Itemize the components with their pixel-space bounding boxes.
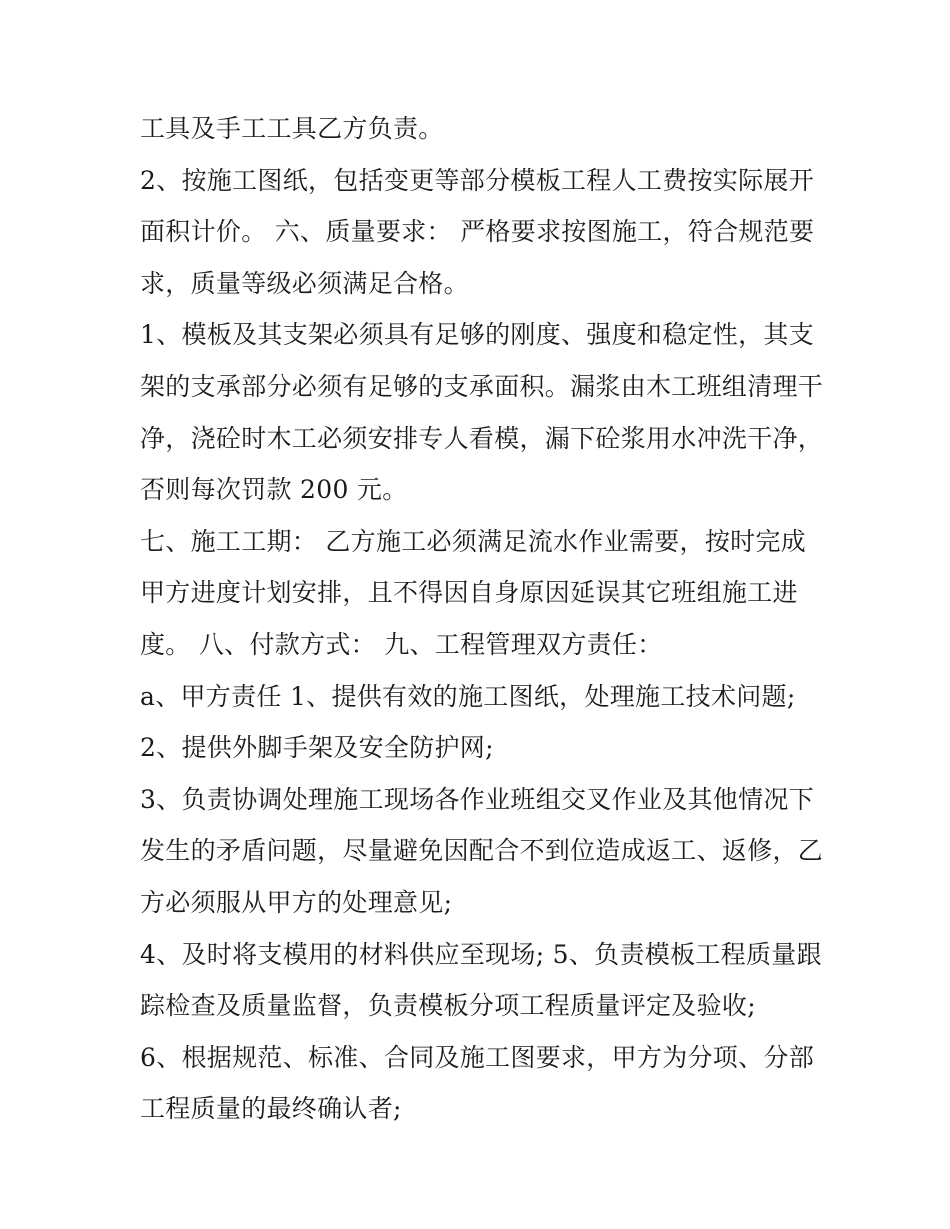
text-line: 工具及手工工具乙方负责。 xyxy=(140,114,444,143)
text-line: 1、模板及其支架必须具有足够的刚度、强度和稳定性，其支 xyxy=(140,320,815,350)
text-line: 求，质量等级必须满足合格。 xyxy=(140,268,469,298)
text-line: 发生的矛盾问题，尽量避免因配合不到位造成返工、返修，乙 xyxy=(140,836,824,866)
text-line: 踪检查及质量监督，负责模板分项工程质量评定及验收; xyxy=(140,991,756,1021)
text-line: a、甲方责任 1、提供有效的施工图纸，处理施工技术问题; xyxy=(140,681,796,711)
text-line: 七、施工工期： 乙方施工必须满足流水作业需要，按时完成 xyxy=(140,526,807,556)
text-line: 否则每次罚款 200 元。 xyxy=(140,475,408,505)
text-line: 甲方进度计划安排，且不得因自身原因延误其它班组施工进 xyxy=(140,578,798,608)
text-line: 面积计价。 六、质量要求： 严格要求按图施工，符合规范要 xyxy=(140,217,815,247)
text-line: 2、提供外脚手架及安全防护网; xyxy=(140,733,494,763)
text-line: 方必须服从甲方的处理意见; xyxy=(140,887,453,917)
text-line: 工程质量的最终确认者; xyxy=(140,1094,402,1124)
text-line: 架的支承部分必须有足够的支承面积。漏浆由木工班组清理干 xyxy=(140,371,824,401)
text-line: 3、负责协调处理施工现场各作业班组交叉作业及其他情况下 xyxy=(140,784,815,814)
text-line: 6、根据规范、标准、合同及施工图要求，甲方为分项、分部 xyxy=(140,1042,815,1072)
document-body xyxy=(140,108,830,1140)
text-line: 净，浇砼时木工必须安排专人看模，漏下砼浆用水冲洗干净， xyxy=(140,423,824,453)
text-line: 2、按施工图纸，包括变更等部分模板工程人工费按实际展开 xyxy=(140,165,815,195)
text-line: 4、及时将支模用的材料供应至现场; 5、负责模板工程质量跟 xyxy=(140,939,822,969)
text-line: 度。 八、付款方式： 九、工程管理双方责任： xyxy=(140,629,663,659)
